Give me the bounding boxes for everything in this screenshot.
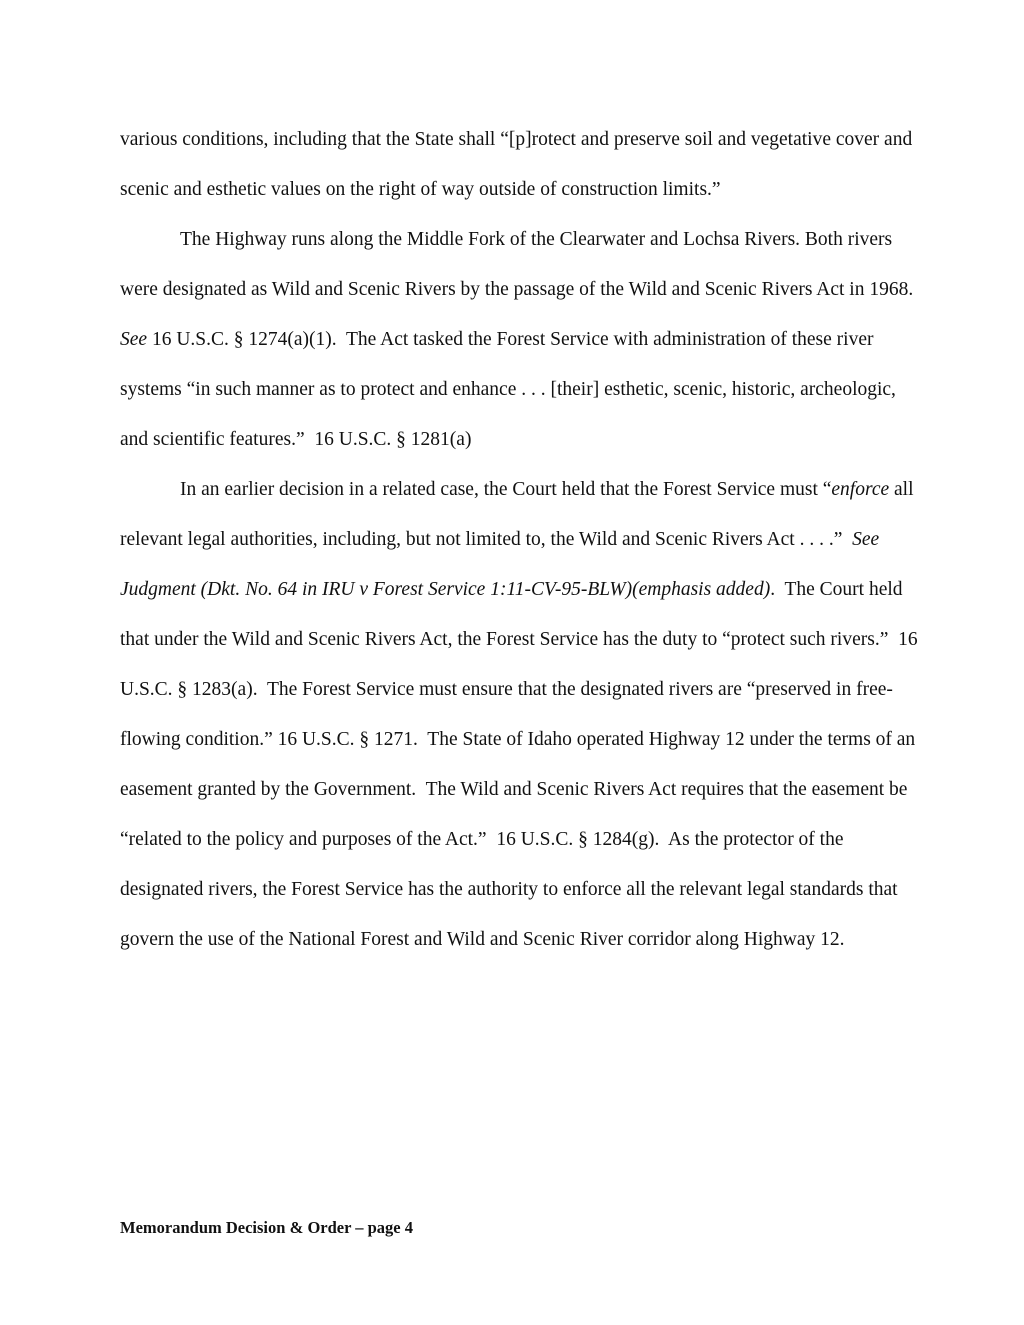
paragraph [120, 465, 920, 965]
document-body [120, 115, 920, 965]
text-run: The Highway runs along the Middle Fork of the Clearwater and Lochsa Rivers. Both rivers were designated as Wild and Scenic Rivers by the passage of the Wild and Scenic Rivers Act in 1968. [120, 229, 919, 300]
italic-text: See [120, 329, 148, 350]
paragraph [120, 115, 920, 215]
text-run: various conditions, including that the State shall “[p]rotect and preserve soil and vegetative cover and scenic and esthetic values on the right of way outside of construction limits.” [120, 129, 913, 200]
italic-text: enforce [831, 479, 890, 500]
text-run: In an earlier decision in a related case, the Court held that the Forest Service must “ [180, 479, 832, 500]
text-run: 16 U.S.C. § 1274(a)(1). The Act tasked the Forest Service with administration of these river systems “in such manner as to protect and enhance . . . [their] esthetic, scenic, historic, archeologic, and scientific features.” 16 U.S.C. § 1281(a) [120, 329, 896, 450]
paragraph [120, 215, 920, 465]
italic-text: See Judgment (Dkt. No. 64 in IRU v Forest Service 1:11-CV-95-BLW)(emphasis added) [120, 529, 880, 600]
text-run: all relevant legal authorities, including, but not limited to, the Wild and Scenic Rivers Act . . . .” [120, 479, 914, 550]
page-footer: Memorandum Decision & Order – page 4 [120, 1218, 413, 1237]
text-run: . The Court held that under the Wild and Scenic Rivers Act, the Forest Service has the duty to “protect such rivers.” 16 U.S.C. § 1283(a). The Forest Service must ensure that the designated rivers are “preserved in free-flowing condition.” 16 U.S.C. § 1271. The State of Idaho operated Highway 12 under the terms of an easement granted by the Government. The Wild and Scenic Rivers Act requires that the easement be “related to the policy and purposes of the Act.” 16 U.S.C. § 1284(g). As the protector of the designated rivers, the Forest Service has the authority to enforce all the relevant legal standards that govern the use of the National Forest and Wild and Scenic River corridor along Highway 12. [120, 579, 918, 950]
